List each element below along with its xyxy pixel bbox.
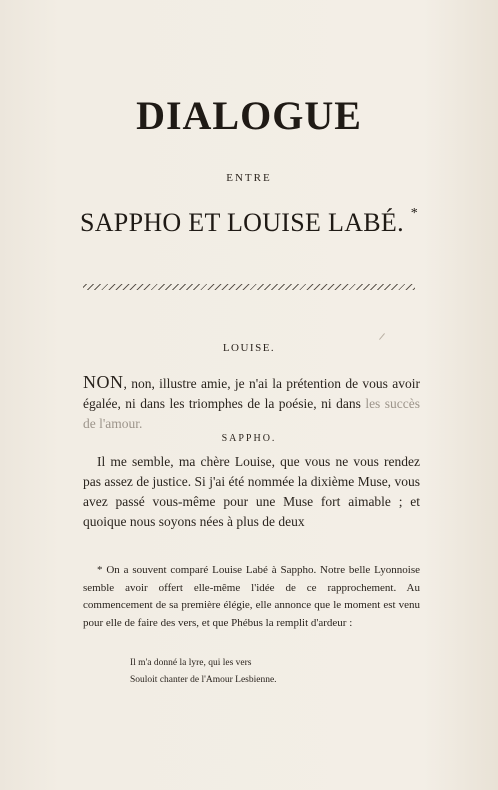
footnote: * On a souvent comparé Louise Labé à Sappho. Notre belle Lyonnoise semble avoir offert elle-même l'idée de ce rapprochement. Au commencement de sa première élégie, elle annonce que le moment est venu pour elle de faire des vers, et que Phébus la remplit d'ardeur : bbox=[83, 564, 420, 629]
subtitle bbox=[0, 208, 498, 238]
paragraph-sappho: Il me semble, ma chère Louise, que vous ne vous rendez pas assez de justice. Si j'ai été nommée la dixième Muse, vous avez passé vous-même pour une Muse fort aimable ; et quoique nous soyons nées à plus de deux bbox=[83, 454, 420, 529]
speaker-sappho: SAPPHO. bbox=[221, 433, 277, 444]
footnote-marker: * bbox=[410, 206, 419, 221]
paragraph-louise bbox=[83, 372, 420, 434]
drop-cap: NON bbox=[83, 372, 124, 392]
paragraph-louise-text: , non, illustre amie, je n'ai la prétention de vous avoir égalée, ni dans les triomphes de la poésie, ni dans bbox=[83, 376, 420, 411]
verse-line-2: Souloit chanter de l'Amour Lesbienne. bbox=[130, 675, 277, 685]
title-connector: ENTRE bbox=[226, 172, 272, 184]
ornamental-rule bbox=[83, 284, 415, 290]
page-title: DIALOGUE bbox=[136, 93, 362, 138]
speaker-louise: LOUISE. bbox=[222, 342, 276, 354]
verse-line-1: Il m'a donné la lyre, qui les vers bbox=[130, 658, 252, 668]
paragraph-louise-faded: les succès de l'amour. bbox=[83, 396, 421, 431]
pencil-mark bbox=[379, 333, 385, 340]
subtitle-text: SAPPHO ET LOUISE LABÉ. bbox=[79, 208, 404, 237]
